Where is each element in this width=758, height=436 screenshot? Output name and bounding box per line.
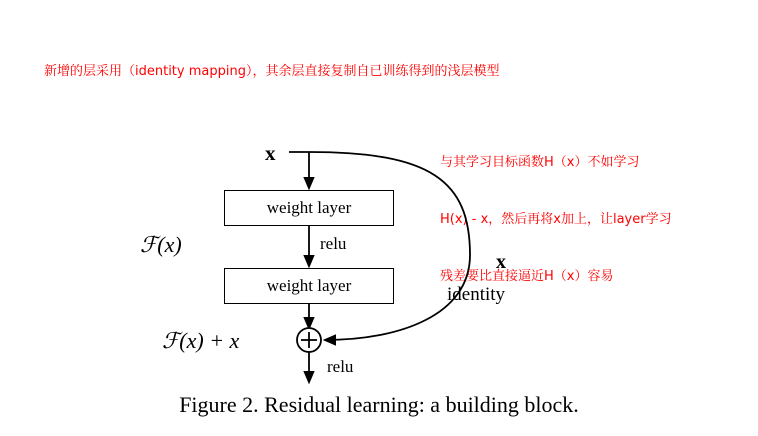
input-x-label: x <box>265 141 276 165</box>
relu-label-1: relu <box>320 234 347 253</box>
weight-layer-1-box: weight layer <box>224 190 394 226</box>
annotation-top: 新增的层采用（identity mapping），其余层直接复制自已训练得到的浅层模型 <box>44 64 500 79</box>
annotation-right-line-1: 与其学习目标函数H（x）不如学习 <box>440 155 640 170</box>
relu-label-2: relu <box>327 357 354 376</box>
function-fx-label: ℱ(x) <box>140 232 182 257</box>
annotation-right-line-3: 残差要比直接逼近H（x）容易 <box>440 269 614 284</box>
weight-layer-2-box: weight layer <box>224 268 394 304</box>
shortcut-x-label: x <box>496 251 506 273</box>
identity-label: identity <box>447 284 506 305</box>
annotation-right-line-2: H(x) - x，然后再将x加上，让layer学习 <box>440 212 672 227</box>
figure-caption: Figure 2. Residual learning: a building block. <box>179 392 579 417</box>
output-sum-label: ℱ(x) + x <box>162 328 240 353</box>
